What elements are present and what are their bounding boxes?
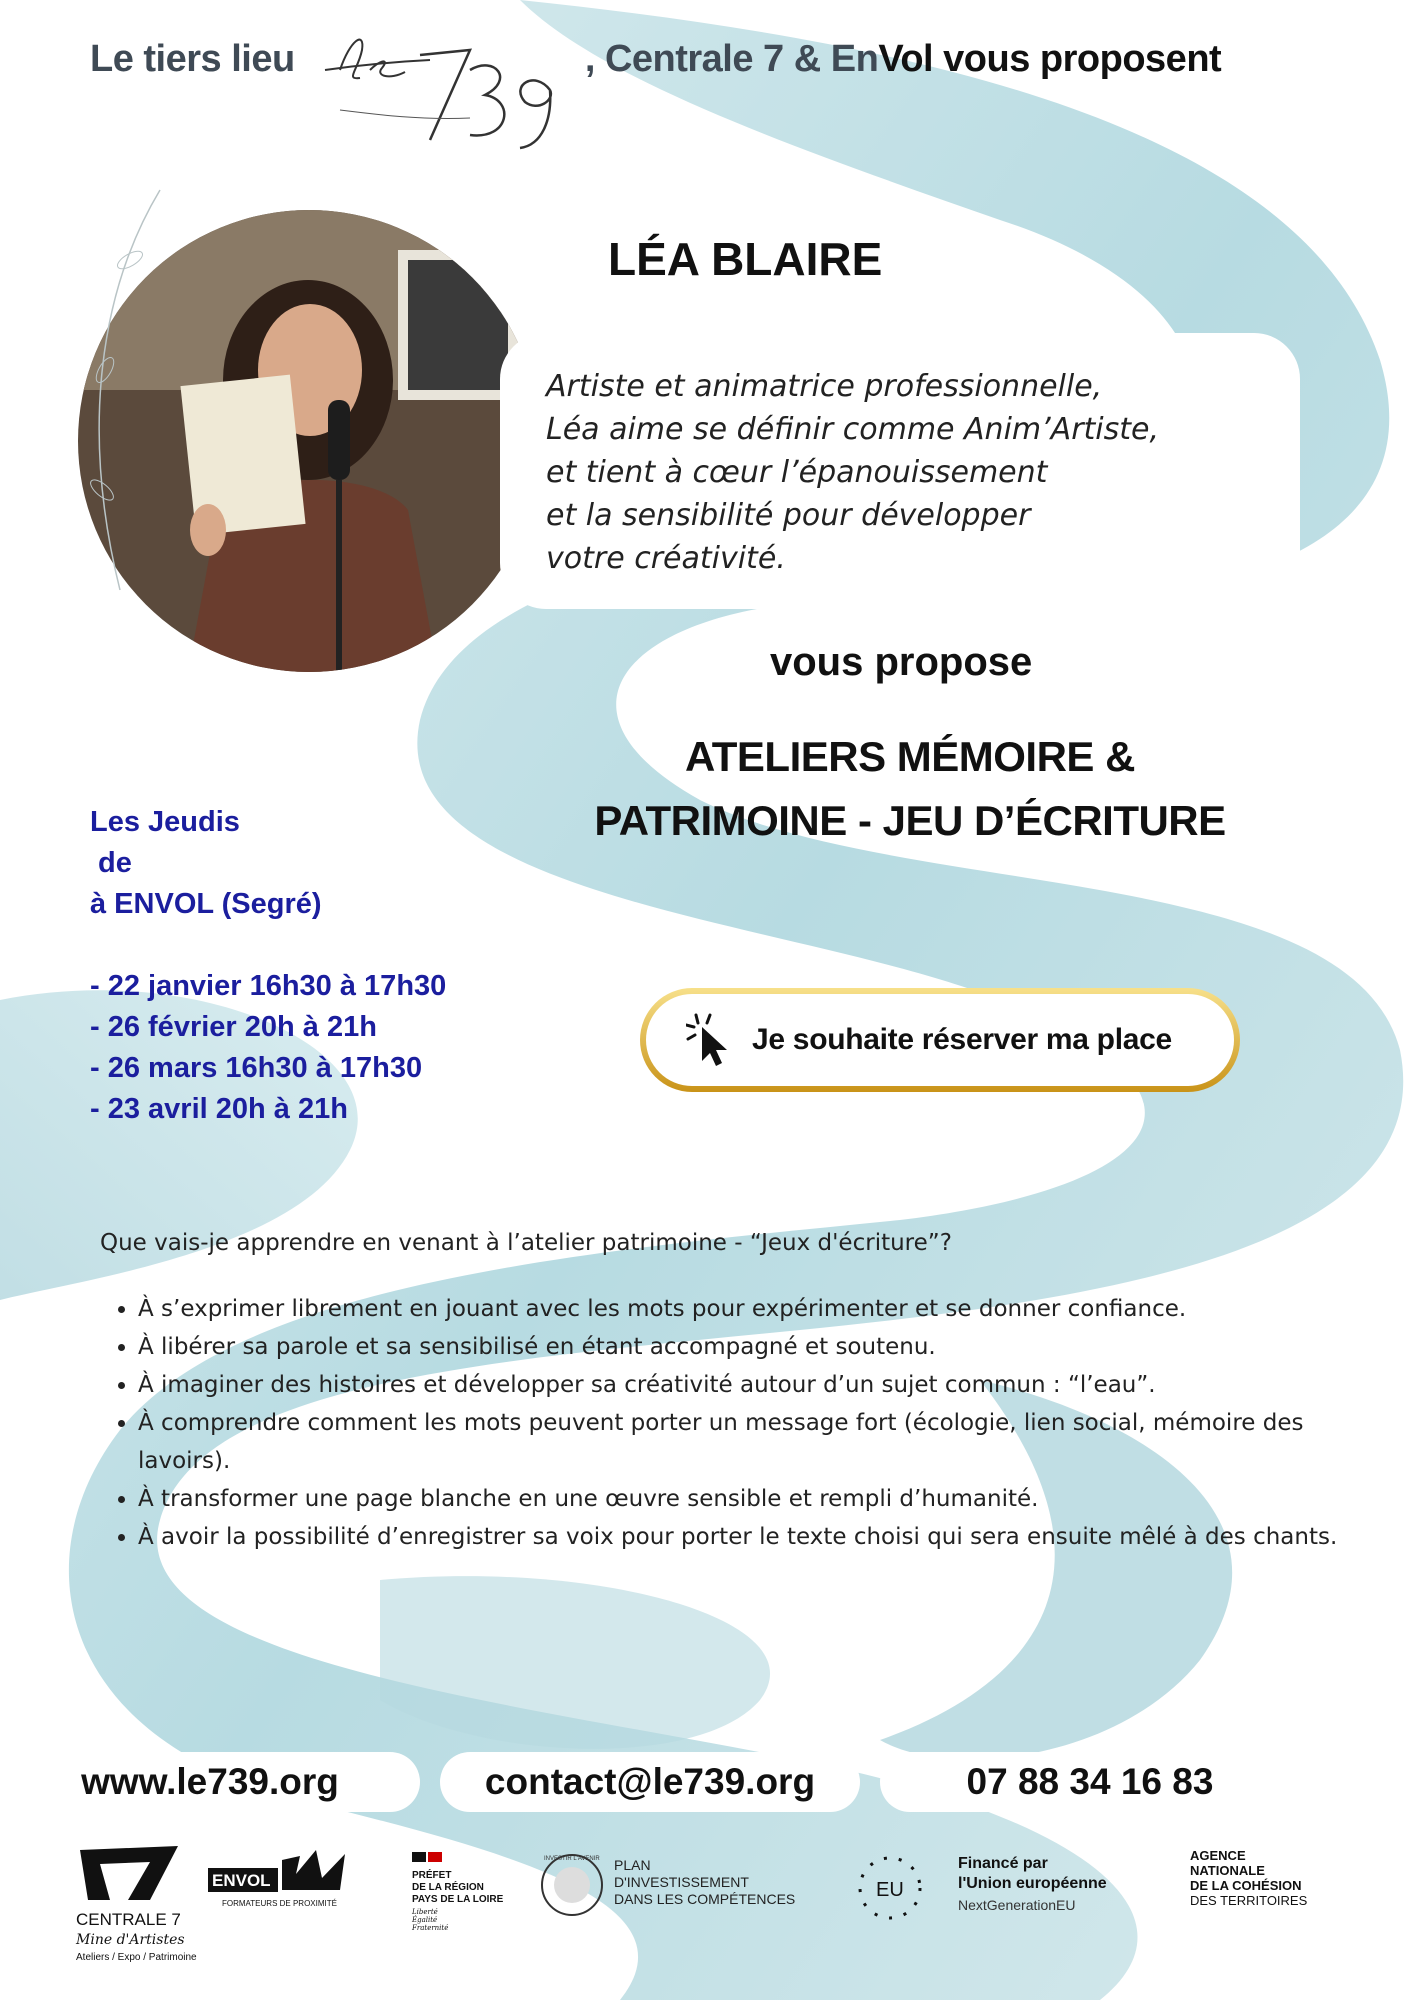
cursor-click-icon xyxy=(686,1013,734,1067)
svg-text:PAYS DE LA LOIRE: PAYS DE LA LOIRE xyxy=(412,1894,504,1905)
artist-name: LÉA BLAIRE xyxy=(608,233,883,285)
le739-logo xyxy=(320,10,560,160)
anct-logo xyxy=(1190,1848,1308,1908)
svg-text:Égalité: Égalité xyxy=(412,1916,438,1924)
envol-logo xyxy=(208,1850,345,1908)
header-suffix: Vol vous proposent xyxy=(878,38,1222,80)
svg-text:NATIONALE: NATIONALE xyxy=(1190,1863,1265,1878)
svg-text:PLAN: PLAN xyxy=(614,1857,651,1873)
list-item: • À avoir la possibilité d’enregistrer sa voix pour porter le texte choisi qui sera ensuite mêlé à des chants. xyxy=(138,1518,1340,1556)
artist-bio-card xyxy=(500,333,1300,609)
centrale7-logo xyxy=(75,1846,197,1963)
learning-list xyxy=(100,1290,1340,1556)
schedule-line: Les Jeudis xyxy=(90,806,240,838)
svg-text:PRÉFET: PRÉFET xyxy=(412,1870,452,1881)
prefet-region-logo xyxy=(411,1852,504,1932)
bio-line: et tient à cœur l’épanouissement xyxy=(546,455,1048,490)
svg-text:AGENCE: AGENCE xyxy=(1190,1848,1246,1863)
workshop-title xyxy=(530,725,1290,853)
svg-text:DE LA RÉGION: DE LA RÉGION xyxy=(412,1882,484,1893)
svg-text:DANS LES COMPÉTENCES: DANS LES COMPÉTENCES xyxy=(614,1891,796,1907)
svg-text:ENVOL: ENVOL xyxy=(212,1871,271,1890)
svg-text:Mine d'Artistes: Mine d'Artistes xyxy=(76,1932,185,1948)
workshop-title-line1: ATELIERS MÉMOIRE & xyxy=(685,733,1135,780)
schedule-date: - 23 avril 20h à 21h xyxy=(90,1093,348,1125)
schedule-date: - 22 janvier 16h30 à 17h30 xyxy=(90,970,447,1002)
email-link[interactable]: contact@le739.org xyxy=(440,1752,860,1812)
learning-section xyxy=(100,1230,1340,1556)
schedule-date: - 26 février 20h à 21h xyxy=(90,1011,377,1043)
header-prefix: Le tiers lieu xyxy=(90,38,295,80)
list-item: • À comprendre comment les mots peuvent porter un message fort (écologie, lien social, mémoire des lavoirs). xyxy=(138,1404,1340,1480)
list-item: • À s’exprimer librement en jouant avec les mots pour expérimenter et se donner confiance. xyxy=(138,1290,1340,1328)
svg-text:NextGenerationEU: NextGenerationEU xyxy=(958,1897,1076,1913)
leaf-decoration xyxy=(60,170,180,690)
svg-text:INVESTIR L'AVENIR: INVESTIR L'AVENIR xyxy=(544,1856,600,1862)
offer-lead: vous propose xyxy=(770,640,1033,684)
workshop-title-line2: PATRIMOINE - JEU D’ÉCRITURE xyxy=(594,797,1226,844)
svg-text:DES TERRITOIRES: DES TERRITOIRES xyxy=(1190,1893,1308,1908)
svg-text:Liberté: Liberté xyxy=(412,1908,438,1916)
schedule-date: - 26 mars 16h30 à 17h30 xyxy=(90,1052,423,1084)
schedule-block xyxy=(90,802,446,1130)
svg-text:Fraternité: Fraternité xyxy=(412,1924,449,1932)
svg-text:DE LA COHÉSION: DE LA COHÉSION xyxy=(1190,1878,1302,1893)
reserve-button-label: Je souhaite réserver ma place xyxy=(752,1023,1172,1056)
bio-line: Artiste et animatrice professionnelle, xyxy=(546,369,1103,404)
svg-text:l'Union européenne: l'Union européenne xyxy=(958,1875,1107,1892)
list-item: • À transformer une page blanche en une œuvre sensible et rempli d’humanité. xyxy=(138,1480,1340,1518)
partner-logos xyxy=(0,1830,1414,2000)
svg-text:Financé par: Financé par xyxy=(958,1855,1048,1872)
svg-text:FORMATEURS DE PROXIMITÉ: FORMATEURS DE PROXIMITÉ xyxy=(222,1899,337,1908)
svg-text:EU: EU xyxy=(876,1879,904,1901)
bio-line: Léa aime se définir comme Anim’Artiste, xyxy=(546,412,1160,447)
website-link[interactable]: www.le739.org xyxy=(0,1752,420,1812)
reserve-button[interactable] xyxy=(640,988,1240,1092)
plan-investissement-logo xyxy=(542,1855,795,1915)
header-middle: , Centrale 7 & En xyxy=(584,38,879,80)
svg-text:CENTRALE 7: CENTRALE 7 xyxy=(76,1910,181,1929)
bio-line: et la sensibilité pour développer xyxy=(546,498,1031,533)
svg-text:D'INVESTISSEMENT: D'INVESTISSEMENT xyxy=(614,1874,749,1890)
schedule-line: de xyxy=(90,847,132,879)
header-line xyxy=(90,38,1221,81)
svg-text:Ateliers / Expo / Patrimoine: Ateliers / Expo / Patrimoine xyxy=(76,1952,197,1963)
learning-question: Que vais-je apprendre en venant à l’atelier patrimoine - “Jeux d'écriture”? xyxy=(100,1230,952,1256)
list-item: • À libérer sa parole et sa sensibilisé en étant accompagné et soutenu. xyxy=(138,1328,1340,1366)
phone-number[interactable]: 07 88 34 16 83 xyxy=(880,1752,1300,1812)
bio-line: votre créativité. xyxy=(546,541,786,576)
schedule-location: à ENVOL (Segré) xyxy=(90,888,322,920)
list-item: • À imaginer des histoires et développer sa créativité autour d’un sujet commun : “l’eau”. xyxy=(138,1366,1340,1404)
eu-logo xyxy=(860,1855,1107,1918)
